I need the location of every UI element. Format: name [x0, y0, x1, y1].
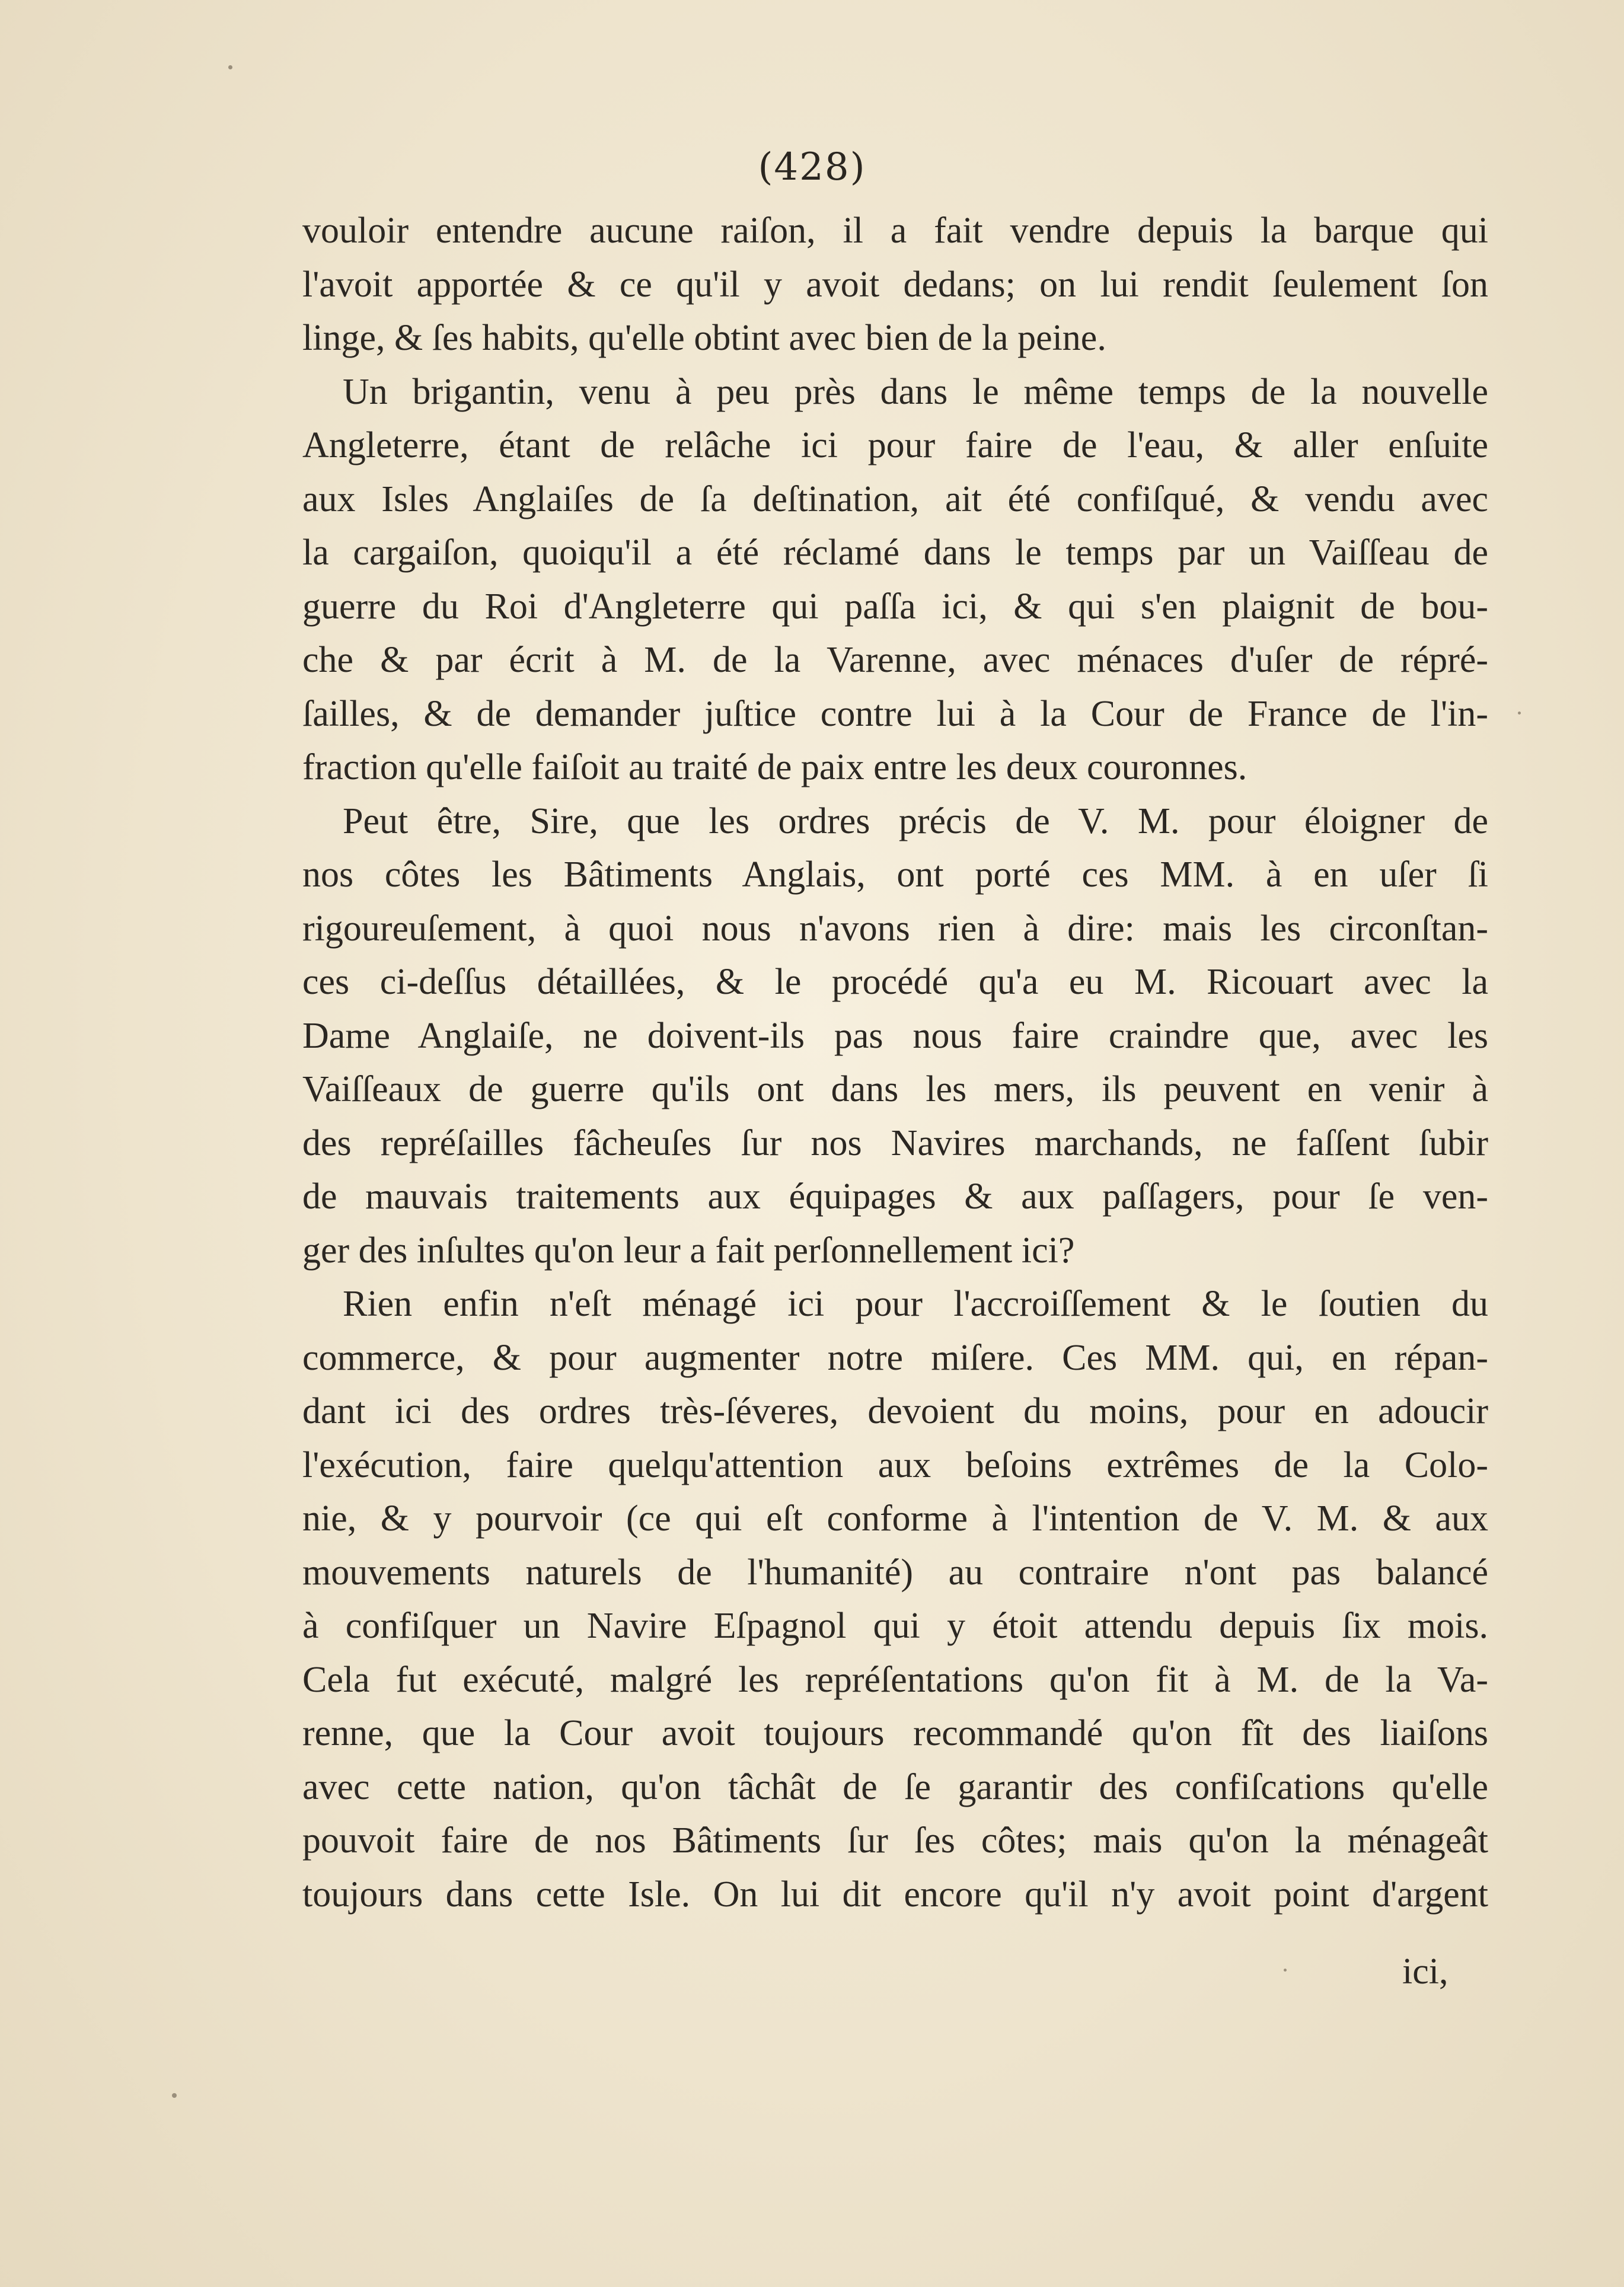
- text-line: ſailles, & de demander juſtice contre lui à la Cour de France de l'in-: [302, 693, 1488, 734]
- text-line: toujours dans cette Isle. On lui dit encore qu'il n'y avoit point d'argent: [302, 1874, 1488, 1915]
- text-line: aux Isles Anglaiſes de ſa deſtination, ait été confiſqué, & vendu avec: [302, 479, 1488, 519]
- paper-speck: [228, 65, 232, 69]
- text-line: vouloir entendre aucune raiſon, il a fait vendre depuis la barque qui: [302, 210, 1488, 251]
- text-line: Dame Anglaiſe, ne doivent-ils pas nous faire craindre que, avec les: [302, 1015, 1488, 1056]
- text-line: che & par écrit à M. de la Varenne, avec ménaces d'uſer de répré-: [302, 640, 1488, 680]
- text-line: Cela fut exécuté, malgré les repréſentations qu'on fit à M. de la Va-: [302, 1659, 1488, 1700]
- text-line: avec cette nation, qu'on tâchât de ſe garantir des confiſcations qu'elle: [302, 1766, 1488, 1807]
- text-line: de mauvais traitements aux équipages & aux paſſagers, pour ſe ven-: [302, 1176, 1488, 1217]
- paper-speck: [172, 2093, 177, 2098]
- page-number: (428): [758, 145, 866, 189]
- body-text: [302, 204, 1488, 1921]
- text-line: nos côtes les Bâtiments Anglais, ont porté ces MM. à en uſer ſi: [302, 854, 1488, 895]
- text-line: ger des inſultes qu'on leur a fait perſonnellement ici?: [302, 1230, 1075, 1271]
- paragraph-start-line: Un brigantin, venu à peu près dans le même temps de la nouvelle: [343, 371, 1488, 412]
- text-line: linge, & ſes habits, qu'elle obtint avec bien de la peine.: [302, 318, 1106, 358]
- paper-speck: [1284, 1969, 1287, 1972]
- text-line: commerce, & pour augmenter notre miſere. Ces MM. qui, en répan-: [302, 1337, 1488, 1378]
- text-line: Angleterre, étant de relâche ici pour faire de l'eau, & aller enſuite: [302, 425, 1488, 465]
- text-line: l'avoit apportée & ce qu'il y avoit dedans; on lui rendit ſeulement ſon: [302, 264, 1488, 305]
- text-line: guerre du Roi d'Angleterre qui paſſa ici, & qui s'en plaignit de bou-: [302, 586, 1488, 627]
- text-line: la cargaiſon, quoiqu'il a été réclamé dans le temps par un Vaiſſeau de: [302, 532, 1488, 573]
- paper-speck: [1518, 712, 1521, 715]
- text-line: des repréſailles fâcheuſes ſur nos Navires marchands, ne faſſent ſubir: [302, 1122, 1488, 1163]
- text-line: pouvoit faire de nos Bâtiments ſur ſes côtes; mais qu'on la ménageât: [302, 1820, 1488, 1861]
- paragraph-start-line: Peut être, Sire, que les ordres précis de V. M. pour éloigner de: [343, 800, 1488, 841]
- text-line: ces ci-deſſus détaillées, & le procédé qu'a eu M. Ricouart avec la: [302, 962, 1488, 1002]
- catchword: ici,: [1402, 1951, 1448, 1992]
- text-line: dant ici des ordres très-ſéveres, devoient du moins, pour en adoucir: [302, 1391, 1488, 1431]
- text-line: nie, & y pourvoir (ce qui eſt conforme à l'intention de V. M. & aux: [302, 1498, 1488, 1539]
- text-line: l'exécution, faire quelqu'attention aux beſoins extrêmes de la Colo-: [302, 1444, 1488, 1485]
- text-line: rigoureuſement, à quoi nous n'avons rien à dire: mais les circonſtan-: [302, 908, 1488, 949]
- text-line: mouvements naturels de l'humanité) au contraire n'ont pas balancé: [302, 1552, 1488, 1593]
- text-line: à confiſquer un Navire Eſpagnol qui y étoit attendu depuis ſix mois.: [302, 1606, 1488, 1646]
- text-line: Vaiſſeaux de guerre qu'ils ont dans les mers, ils peuvent en venir à: [302, 1069, 1488, 1109]
- text-line: fraction qu'elle faiſoit au traité de paix entre les deux couronnes.: [302, 747, 1247, 787]
- paragraph-start-line: Rien enfin n'eſt ménagé ici pour l'accroiſſement & le ſoutien du: [343, 1284, 1488, 1324]
- text-line: renne, que la Cour avoit toujours recommandé qu'on fît des liaiſons: [302, 1713, 1488, 1753]
